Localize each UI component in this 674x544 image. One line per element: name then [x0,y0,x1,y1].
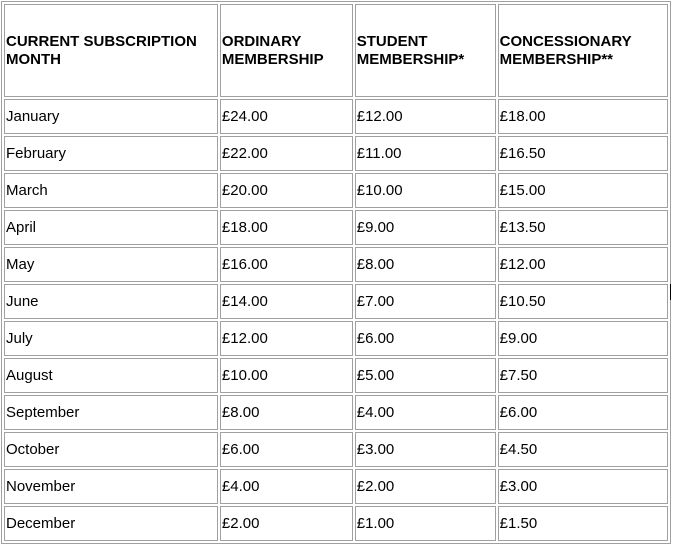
month-cell: April [4,210,218,245]
ordinary-price-cell: £10.00 [220,358,353,393]
student-price-cell: £3.00 [355,432,496,467]
ordinary-price-cell: £14.00 [220,284,353,319]
concessionary-price-cell: £9.00 [498,321,668,356]
month-cell: December [4,506,218,541]
text-cursor-mark [670,284,671,300]
concessionary-price-cell: £18.00 [498,99,668,134]
concessionary-price-cell: £6.00 [498,395,668,430]
student-price-cell: £4.00 [355,395,496,430]
concessionary-price-cell: £1.50 [498,506,668,541]
month-cell: September [4,395,218,430]
subscription-table [1,1,671,544]
header-concessionary-membership: CONCESSIONARY MEMBERSHIP** [498,4,668,97]
header-student-membership: STUDENT MEMBERSHIP* [355,4,496,97]
month-cell: January [4,99,218,134]
student-price-cell: £8.00 [355,247,496,282]
month-cell: July [4,321,218,356]
header-current-subscription-month: CURRENT SUBSCRIPTION MONTH [4,4,218,97]
month-cell: October [4,432,218,467]
month-cell: February [4,136,218,171]
student-price-cell: £11.00 [355,136,496,171]
table-row [4,469,668,504]
ordinary-price-cell: £8.00 [220,395,353,430]
month-cell: June [4,284,218,319]
concessionary-price-cell: £13.50 [498,210,668,245]
month-cell: August [4,358,218,393]
ordinary-price-cell: £4.00 [220,469,353,504]
table-row [4,173,668,208]
ordinary-price-cell: £6.00 [220,432,353,467]
student-price-cell: £7.00 [355,284,496,319]
ordinary-price-cell: £20.00 [220,173,353,208]
month-cell: March [4,173,218,208]
table-row [4,136,668,171]
student-price-cell: £12.00 [355,99,496,134]
ordinary-price-cell: £12.00 [220,321,353,356]
table-row [4,210,668,245]
month-cell: May [4,247,218,282]
table-header-row [4,4,668,97]
ordinary-price-cell: £18.00 [220,210,353,245]
table-row [4,358,668,393]
concessionary-price-cell: £15.00 [498,173,668,208]
student-price-cell: £2.00 [355,469,496,504]
concessionary-price-cell: £10.50 [498,284,668,319]
concessionary-price-cell: £3.00 [498,469,668,504]
table-row [4,432,668,467]
student-price-cell: £6.00 [355,321,496,356]
concessionary-price-cell: £12.00 [498,247,668,282]
concessionary-price-cell: £4.50 [498,432,668,467]
table-row [4,247,668,282]
ordinary-price-cell: £24.00 [220,99,353,134]
ordinary-price-cell: £16.00 [220,247,353,282]
subscription-table-body [4,4,668,541]
student-price-cell: £10.00 [355,173,496,208]
student-price-cell: £5.00 [355,358,496,393]
student-price-cell: £9.00 [355,210,496,245]
ordinary-price-cell: £2.00 [220,506,353,541]
table-row [4,321,668,356]
concessionary-price-cell: £7.50 [498,358,668,393]
student-price-cell: £1.00 [355,506,496,541]
concessionary-price-cell: £16.50 [498,136,668,171]
table-row [4,506,668,541]
header-ordinary-membership: ORDINARY MEMBERSHIP [220,4,353,97]
table-row [4,395,668,430]
table-row [4,99,668,134]
ordinary-price-cell: £22.00 [220,136,353,171]
table-row [4,284,668,319]
month-cell: November [4,469,218,504]
